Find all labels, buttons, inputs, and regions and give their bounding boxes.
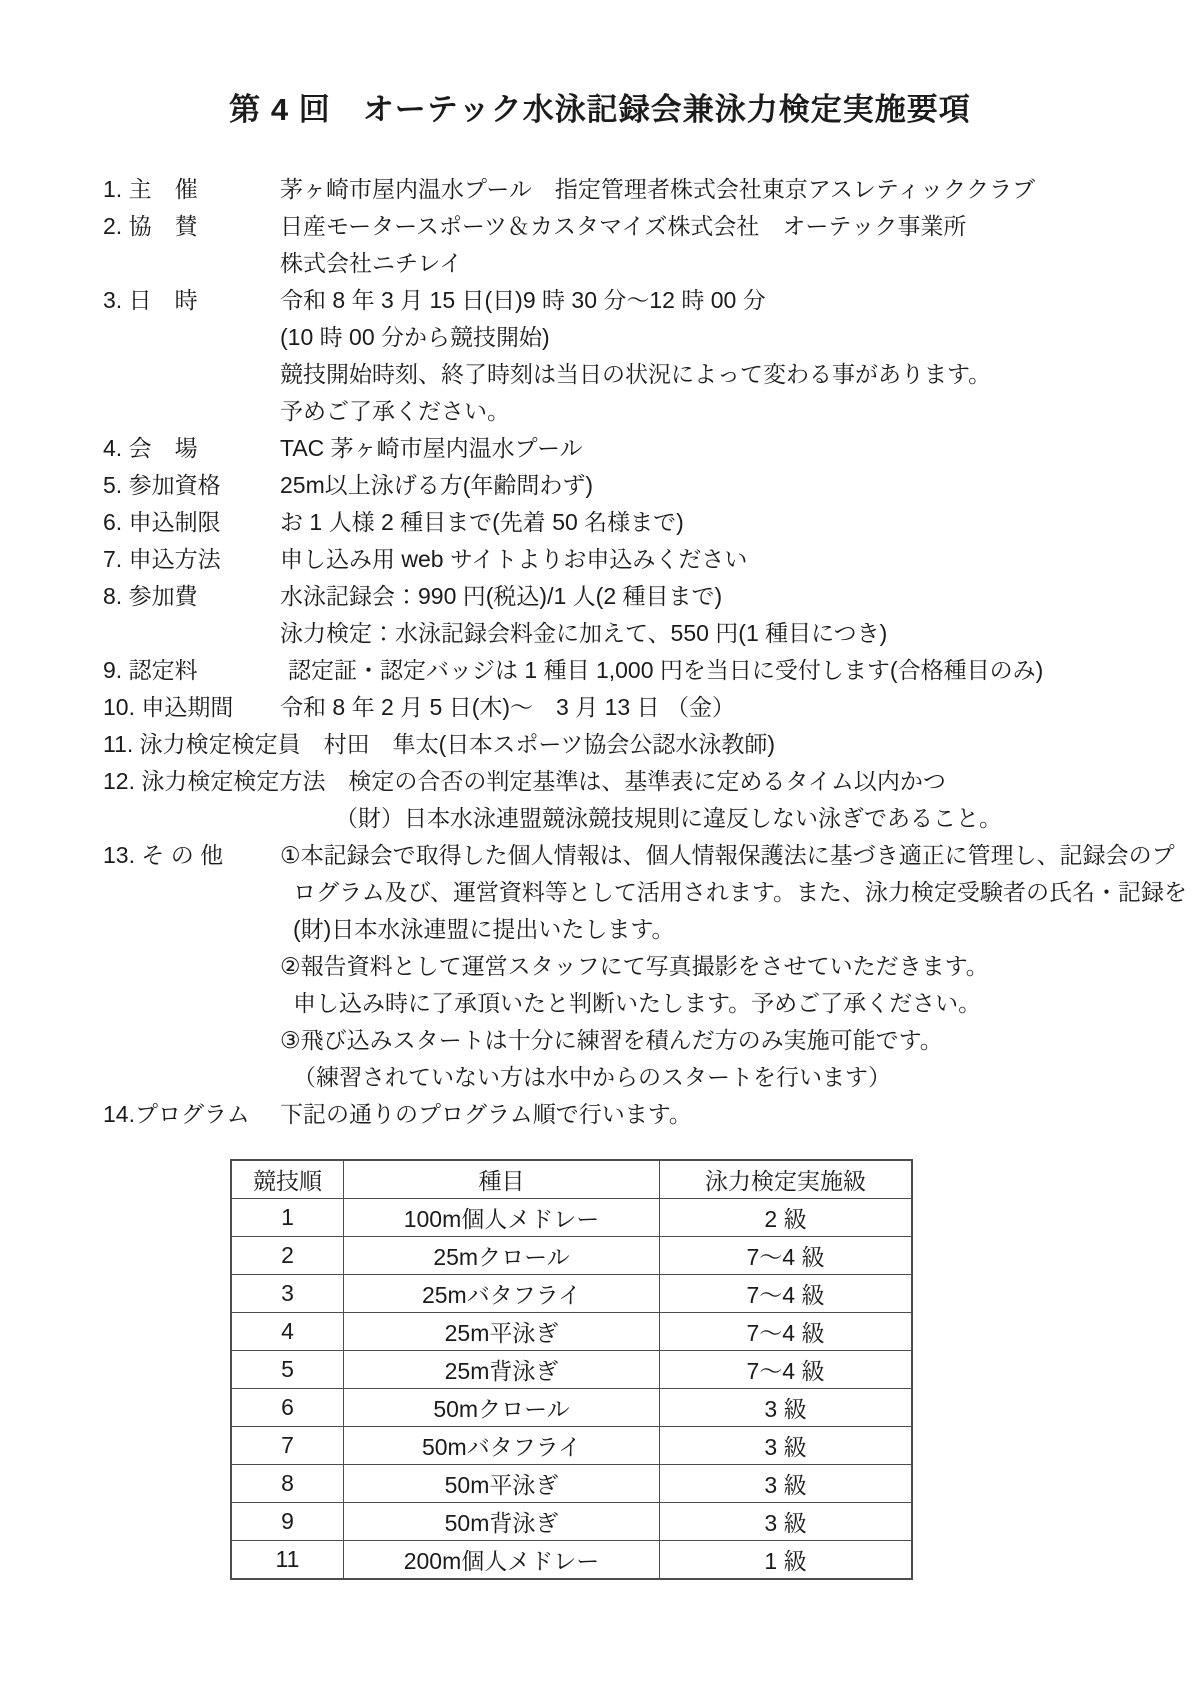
doc-line-examiner <box>103 726 1200 763</box>
doc-line-others-1-cont <box>103 874 1200 911</box>
table-row <box>231 1503 912 1541</box>
cell-event: 25m背泳ぎ <box>344 1351 660 1389</box>
item-label <box>103 985 280 1022</box>
item-label: 8. 参加費 <box>103 583 198 609</box>
cell-event: 50mバタフライ <box>344 1427 660 1465</box>
item-label <box>103 393 280 430</box>
item-label: 6. 申込制限 <box>103 509 221 535</box>
cell-grade: 3 級 <box>660 1503 913 1541</box>
item-text: お 1 人様 2 種目まで(先着 50 名様まで) <box>280 509 684 535</box>
doc-line-entry-period <box>103 689 1200 726</box>
cell-order: 8 <box>231 1465 344 1503</box>
item-text: 認定証・認定バッジは 1 種目 1,000 円を当日に受付します(合格種目のみ) <box>288 657 1044 683</box>
item-text: 競技開始時刻、終了時刻は当日の状況によって変わる事があります。 <box>280 361 992 387</box>
cell-grade: 7～4 級 <box>660 1237 913 1275</box>
item-label: 2. 協 賛 <box>103 213 198 239</box>
doc-line-others-3 <box>103 1022 1200 1059</box>
table-row <box>231 1275 912 1313</box>
item-text: 申し込み時に了承頂いたと判断いたします。予めご了承ください。 <box>293 990 982 1016</box>
doc-line-sponsor-cont <box>103 245 1200 282</box>
doc-line-fee-cont <box>103 615 1200 652</box>
doc-line-datetime-cont <box>103 319 1200 356</box>
cell-event: 25m平泳ぎ <box>344 1313 660 1351</box>
table-row <box>231 1199 912 1237</box>
document-body <box>103 171 1200 1580</box>
item-text: （財）日本水泳連盟競泳競技規則に違反しない泳ぎであること。 <box>335 805 1002 831</box>
item-text: 株式会社ニチレイ <box>280 250 463 276</box>
doc-line-eligibility <box>103 467 1200 504</box>
item-label <box>103 948 280 985</box>
doc-line-entry-limit <box>103 504 1200 541</box>
table-row <box>231 1427 912 1465</box>
item-text: 申し込み用 web サイトよりお申込みください <box>280 546 748 572</box>
cell-order: 6 <box>231 1389 344 1427</box>
cell-grade: 2 級 <box>660 1199 913 1237</box>
doc-line-certification-fee <box>103 652 1200 689</box>
table-header-row <box>231 1160 912 1199</box>
cell-grade: 3 級 <box>660 1389 913 1427</box>
item-label <box>103 1022 280 1059</box>
item-text: ①本記録会で取得した個人情報は、個人情報保護法に基づき適正に管理し、記録会のプ <box>280 842 1175 868</box>
doc-line-sponsor <box>103 208 1200 245</box>
cell-order: 5 <box>231 1351 344 1389</box>
cell-event: 25mクロール <box>344 1237 660 1275</box>
item-label <box>103 1059 280 1096</box>
cell-event: 200m個人メドレー <box>344 1541 660 1580</box>
col-header-grade: 泳力検定実施級 <box>660 1160 913 1199</box>
program-table-wrap <box>230 1159 1200 1580</box>
doc-line-others-1 <box>103 837 1200 874</box>
doc-line-program <box>103 1096 1200 1133</box>
item-text: 12. 泳力検定検定方法 検定の合否の判定基準は、基準表に定めるタイム以内かつ <box>103 768 946 794</box>
doc-line-fee <box>103 578 1200 615</box>
cell-order: 3 <box>231 1275 344 1313</box>
item-label: 3. 日 時 <box>103 287 198 313</box>
item-label: 4. 会 場 <box>103 435 198 461</box>
item-label: 10. 申込期間 <box>103 694 234 720</box>
table-row <box>231 1313 912 1351</box>
item-text: 下記の通りのプログラム順で行います。 <box>280 1101 692 1127</box>
cell-event: 50m平泳ぎ <box>344 1465 660 1503</box>
item-text: (10 時 00 分から競技開始) <box>280 324 550 350</box>
table-row <box>231 1389 912 1427</box>
cell-grade: 3 級 <box>660 1465 913 1503</box>
cell-order: 4 <box>231 1313 344 1351</box>
cell-order: 7 <box>231 1427 344 1465</box>
item-label <box>103 356 280 393</box>
cell-order: 9 <box>231 1503 344 1541</box>
doc-line-others-1-cont2 <box>103 911 1200 948</box>
item-label: 1. 主 催 <box>103 176 198 202</box>
item-text: 25m以上泳げる方(年齢問わず) <box>280 472 594 498</box>
item-text: 茅ヶ崎市屋内温水プール 指定管理者株式会社東京アスレティッククラブ <box>280 176 1036 202</box>
item-text: （練習されていない方は水中からのスタートを行います） <box>293 1064 891 1090</box>
cell-event: 25mバタフライ <box>344 1275 660 1313</box>
doc-line-venue <box>103 430 1200 467</box>
item-text: 11. 泳力検定検定員 村田 隼太(日本スポーツ協会公認水泳教師) <box>103 731 776 757</box>
cell-grade: 3 級 <box>660 1427 913 1465</box>
doc-line-datetime-note2 <box>103 393 1200 430</box>
doc-line-entry-method <box>103 541 1200 578</box>
cell-grade: 7～4 級 <box>660 1351 913 1389</box>
cell-grade: 1 級 <box>660 1541 913 1580</box>
table-row <box>231 1465 912 1503</box>
item-label <box>103 911 280 948</box>
table-row <box>231 1351 912 1389</box>
cell-event: 50mクロール <box>344 1389 660 1427</box>
item-text: ログラム及び、運営資料等として活用されます。また、泳力検定受験者の氏名・記録を <box>293 879 1188 905</box>
document-title: 第 4 回 オーテック水泳記録会兼泳力検定実施要項 <box>229 92 971 127</box>
item-text: 令和 8 年 3 月 15 日(日)9 時 30 分～12 時 00 分 <box>280 287 766 313</box>
item-label <box>103 319 280 356</box>
table-row <box>231 1237 912 1275</box>
doc-line-others-2-cont <box>103 985 1200 1022</box>
item-text: 令和 8 年 2 月 5 日(木)～ 3 月 13 日 （金） <box>280 694 735 720</box>
item-label: 5. 参加資格 <box>103 472 221 498</box>
program-table <box>230 1159 913 1580</box>
item-label <box>103 800 280 837</box>
item-text: ③飛び込みスタートは十分に練習を積んだ方のみ実施可能です。 <box>280 1027 943 1053</box>
cell-grade: 7～4 級 <box>660 1275 913 1313</box>
col-header-event: 種目 <box>344 1160 660 1199</box>
cell-grade: 7～4 級 <box>660 1313 913 1351</box>
item-label <box>103 615 280 652</box>
cell-event: 100m個人メドレー <box>344 1199 660 1237</box>
cell-order: 11 <box>231 1541 344 1580</box>
cell-order: 1 <box>231 1199 344 1237</box>
item-label: 13. そ の 他 <box>103 842 224 868</box>
item-label: 7. 申込方法 <box>103 546 221 572</box>
item-text: ②報告資料として運営スタッフにて写真撮影をさせていただきます。 <box>280 953 989 979</box>
item-text: 予めご了承ください。 <box>280 398 510 424</box>
table-row <box>231 1541 912 1580</box>
item-label <box>103 245 280 282</box>
col-header-order: 競技順 <box>231 1160 344 1199</box>
item-text: 水泳記録会：990 円(税込)/1 人(2 種目まで) <box>280 583 723 609</box>
item-text: TAC 茅ヶ崎市屋内温水プール <box>280 435 583 461</box>
item-text: 泳力検定：水泳記録会料金に加えて、550 円(1 種目につき) <box>280 620 888 646</box>
cell-event: 50m背泳ぎ <box>344 1503 660 1541</box>
doc-line-host <box>103 171 1200 208</box>
doc-line-exam-method <box>103 763 1200 800</box>
item-text: (財)日本水泳連盟に提出いたします。 <box>293 916 675 942</box>
doc-line-others-3-cont <box>103 1059 1200 1096</box>
item-text: 日産モータースポーツ＆カスタマイズ株式会社 オーテック事業所 <box>280 213 967 239</box>
item-label: 14.プログラム <box>103 1101 250 1127</box>
doc-line-exam-method-cont <box>103 800 1200 837</box>
item-label: 9. 認定料 <box>103 657 198 683</box>
doc-line-others-2 <box>103 948 1200 985</box>
cell-order: 2 <box>231 1237 344 1275</box>
item-label <box>103 874 280 911</box>
doc-line-datetime-note <box>103 356 1200 393</box>
doc-line-datetime <box>103 282 1200 319</box>
